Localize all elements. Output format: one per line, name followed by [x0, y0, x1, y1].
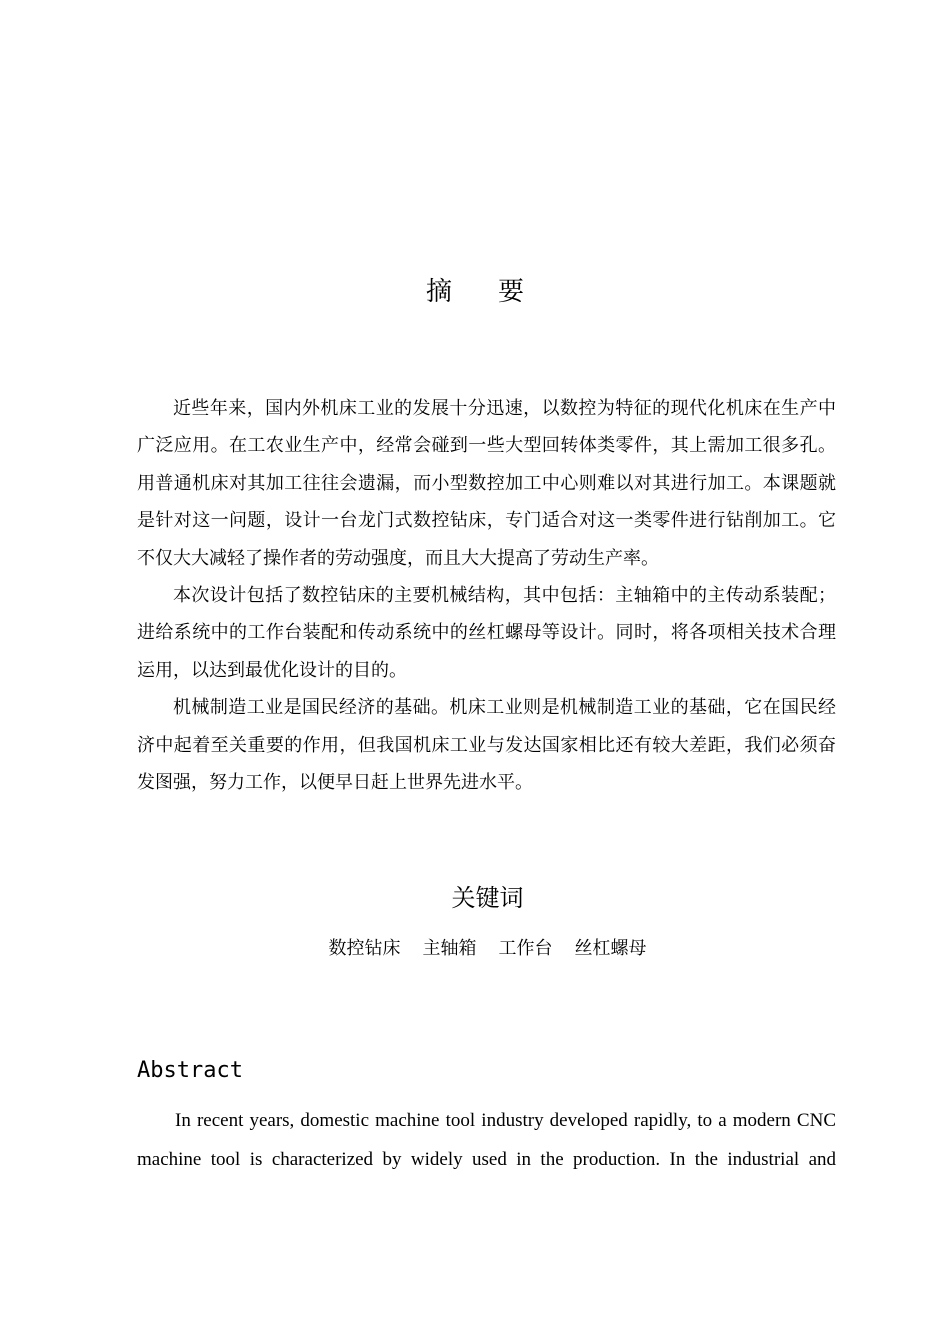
keywords-list: [0, 934, 950, 964]
keyword: 主轴箱: [422, 938, 477, 959]
abstract-body: [137, 390, 836, 801]
english-abstract-paragraph: In recent years, domestic machine tool industry developed rapidly, to a modern CNC machine tool is characterized by widely used in the production. In the industrial and: [137, 1110, 836, 1170]
abstract-title-char-2: 要: [498, 277, 525, 307]
abstract-title: [0, 274, 950, 310]
abstract-title-char-1: 摘: [425, 277, 452, 307]
abstract-paragraph: 本次设计包括了数控钻床的主要机械结构，其中包括：主轴箱中的主传动系装配；进给系统中的工作台装配和传动系统中的丝杠螺母等设计。同时，将各项相关技术合理运用，以达到最优化设计的目的。: [137, 585, 836, 681]
keyword: 工作台: [498, 938, 553, 959]
english-abstract-heading: Abstract: [137, 1058, 243, 1083]
keyword: 数控钻床: [328, 938, 401, 959]
english-abstract-body: [137, 1102, 836, 1179]
abstract-paragraph: 机械制造工业是国民经济的基础。机床工业则是机械制造工业的基础，它在国民经济中起着至关重要的作用，但我国机床工业与发达国家相比还有较大差距，我们必须奋发图强，努力工作，以便早日赶上世界先进水平。: [137, 697, 836, 794]
keyword: 丝杠螺母: [574, 938, 647, 959]
keywords-heading: 关键词: [451, 884, 524, 912]
abstract-paragraph: 近些年来，国内外机床工业的发展十分迅速，以数控为特征的现代化机床在生产中广泛应用。在工农业生产中，经常会碰到一些大型回转体类零件，其上需加工很多孔。用普通机床对其加工往往会遗漏，而小型数控加工中心则难以对其进行加工。本课题就是针对这一问题，设计一台龙门式数控钻床，专门适合对这一类零件进行钻削加工。它不仅大大减轻了操作者的劳动强度，而且大大提高了劳动生产率。: [137, 398, 836, 569]
